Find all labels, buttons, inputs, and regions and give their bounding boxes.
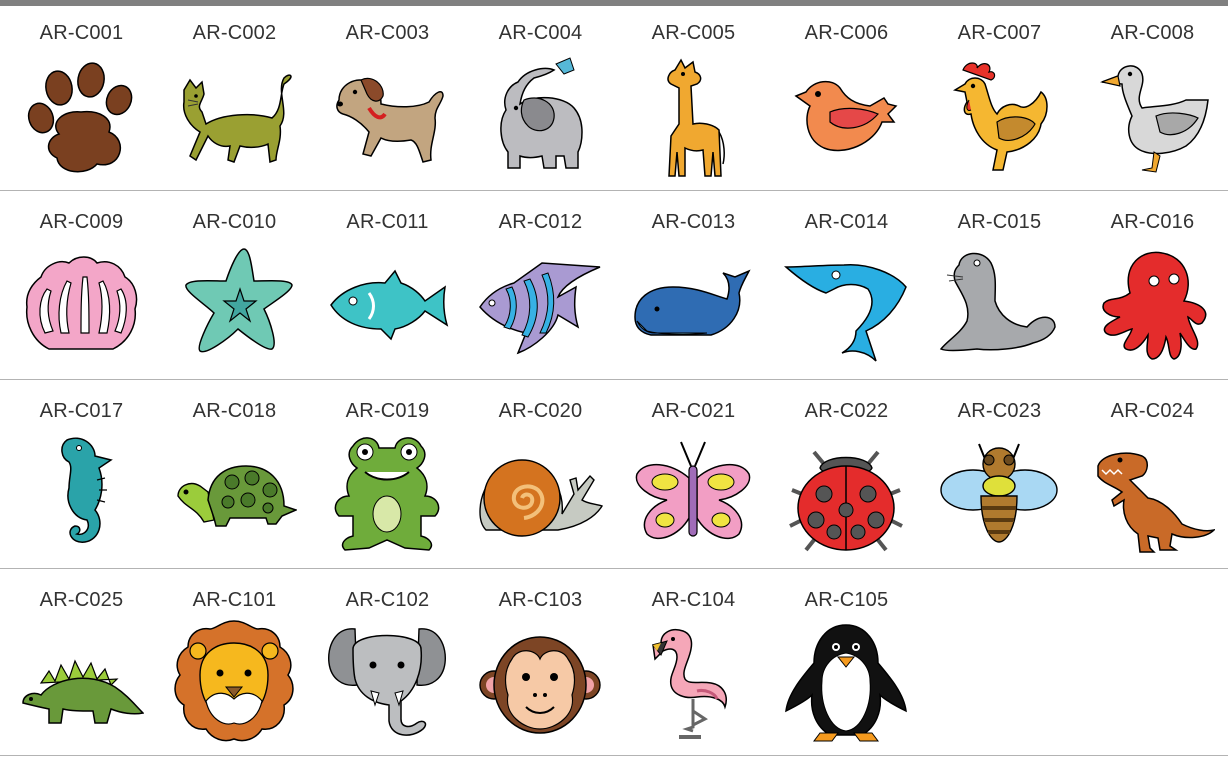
item-code: AR-C102 [345,589,430,611]
catalog-item[interactable] [617,195,770,377]
starfish-icon [172,241,297,366]
catalog-item[interactable] [5,195,158,377]
item-code: AR-C007 [957,22,1042,44]
item-code: AR-C022 [804,400,889,422]
catalog-item[interactable] [770,384,923,566]
elephant-icon [478,52,603,177]
item-code: AR-C101 [192,589,277,611]
catalog-item[interactable] [464,384,617,566]
seal-icon [937,241,1062,366]
catalog-item[interactable] [770,6,923,188]
catalog-item[interactable] [1076,6,1228,188]
catalog-item[interactable] [923,384,1076,566]
cat-icon [172,52,297,177]
dog-icon [325,52,450,177]
catalog-row-1 [0,6,1228,195]
item-code: AR-C013 [651,211,736,233]
item-code: AR-C105 [804,589,889,611]
catalog-item[interactable] [311,6,464,188]
row-divider [0,379,1228,380]
angelfish-icon [478,241,603,366]
catalog-item[interactable] [5,384,158,566]
seashell-icon [19,241,144,366]
item-code: AR-C015 [957,211,1042,233]
octopus-icon [1090,241,1215,366]
item-code: AR-C024 [1110,400,1195,422]
item-code: AR-C003 [345,22,430,44]
catalog-item[interactable] [158,6,311,188]
item-code: AR-C002 [192,22,277,44]
catalog-item[interactable] [617,6,770,188]
item-code: AR-C006 [804,22,889,44]
duck-icon [1090,52,1215,177]
catalog-item[interactable] [158,195,311,377]
item-code: AR-C023 [957,400,1042,422]
frog-icon [325,430,450,555]
item-code: AR-C012 [498,211,583,233]
item-code: AR-C103 [498,589,583,611]
penguin-icon [784,619,909,744]
catalog-item[interactable] [158,573,311,755]
catalog-row-3 [0,384,1228,573]
catalog-item[interactable] [923,6,1076,188]
catalog-item[interactable] [311,384,464,566]
elephant-face-icon [325,619,450,744]
catalog-item[interactable] [1076,195,1228,377]
catalog-item[interactable] [311,195,464,377]
catalog-row-2 [0,195,1228,384]
row-divider [0,190,1228,191]
whale-icon [631,241,756,366]
lion-face-icon [172,619,297,744]
item-code: AR-C025 [39,589,124,611]
item-code: AR-C001 [39,22,124,44]
catalog-item[interactable] [464,573,617,755]
seahorse-icon [19,430,144,555]
turtle-icon [172,430,297,555]
catalog-item[interactable] [770,195,923,377]
catalog-item[interactable] [770,573,923,755]
row-divider [0,568,1228,569]
catalog-item[interactable] [617,573,770,755]
catalog-item[interactable] [311,573,464,755]
bird-icon [784,52,909,177]
rooster-icon [937,52,1062,177]
item-code: AR-C104 [651,589,736,611]
item-code: AR-C004 [498,22,583,44]
shape-catalog-grid [0,6,1228,762]
item-code: AR-C011 [346,211,429,233]
item-code: AR-C017 [39,400,124,422]
t-rex-icon [1090,430,1215,555]
catalog-item[interactable] [158,384,311,566]
catalog-item[interactable] [5,573,158,755]
catalog-item[interactable] [617,384,770,566]
item-code: AR-C019 [345,400,430,422]
catalog-item[interactable] [464,6,617,188]
item-code: AR-C008 [1110,22,1195,44]
item-code: AR-C020 [498,400,583,422]
catalog-item[interactable] [5,6,158,188]
catalog-item[interactable] [1076,384,1228,566]
stegosaurus-icon [19,619,144,744]
dolphin-icon [784,241,909,366]
paw-print-icon [19,52,144,177]
item-code: AR-C021 [651,400,736,422]
catalog-row-4 [0,573,1228,762]
flamingo-icon [631,619,756,744]
ladybug-icon [784,430,909,555]
item-code: AR-C010 [192,211,277,233]
monkey-face-icon [478,619,603,744]
item-code: AR-C016 [1110,211,1195,233]
snail-icon [478,430,603,555]
row-divider [0,755,1228,756]
fish-icon [325,241,450,366]
item-code: AR-C018 [192,400,277,422]
catalog-item[interactable] [464,195,617,377]
item-code: AR-C009 [39,211,124,233]
item-code: AR-C005 [651,22,736,44]
item-code: AR-C014 [804,211,889,233]
catalog-item[interactable] [923,195,1076,377]
giraffe-icon [631,52,756,177]
butterfly-icon [631,430,756,555]
bee-icon [937,430,1062,555]
